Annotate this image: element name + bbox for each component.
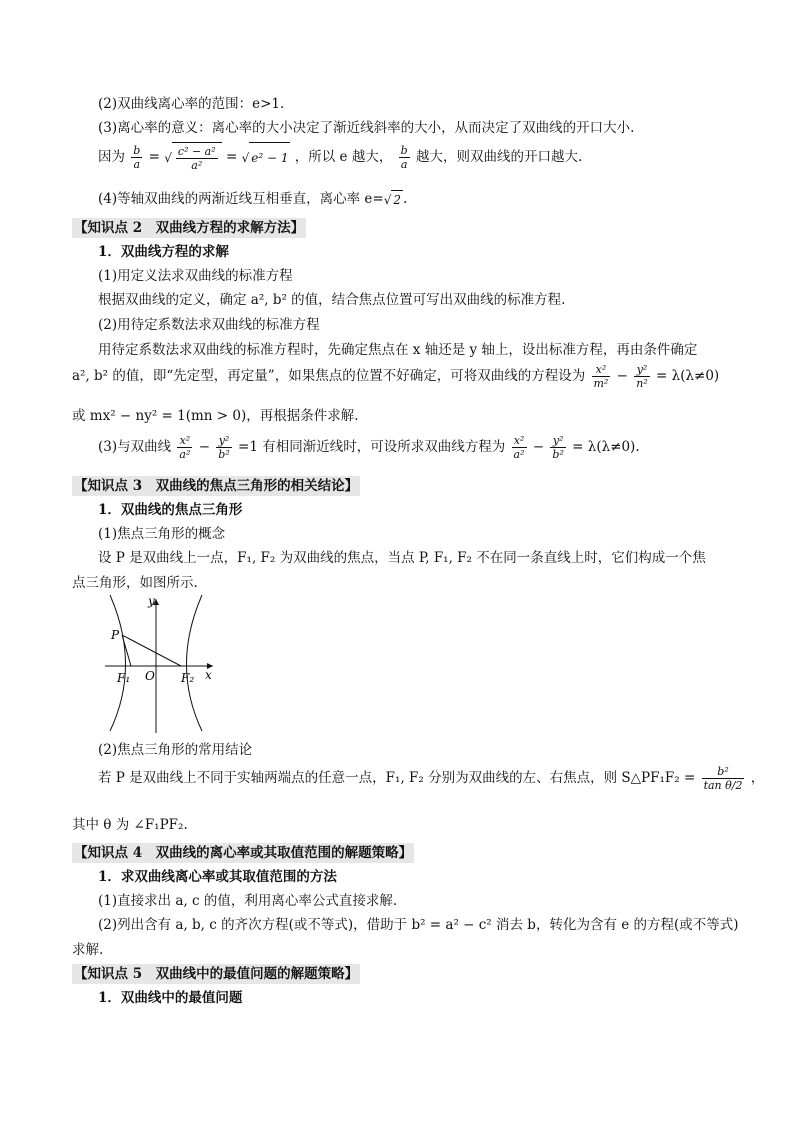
eccentricity-formula-line: 因为 $\frac{b}{a}$ = √ $\frac{\text{c² − a²}}{\text{a²}}$ = √ e² − 1 ，所以 e 越大， $\frac{b}{a}$ 越大，则双曲线的开口越大. [98, 144, 583, 172]
paragraph: 其中 θ 为 ∠F₁PF₂. [72, 817, 188, 833]
paragraph-with-equation: 若 P 是双曲线上不同于实轴两端点的任意一点，F₁, F₂ 分别为双曲线的左、右焦点，则 S△PF₁F₂ = $\frac{\text{b²}}{\text{tan θ/2}}$ ， [98, 765, 765, 792]
paragraph: (1)直接求出 a, c 的值，利用离心率公式直接求解. [98, 893, 398, 909]
section-heading-4: 【知识点 4 双曲线的离心率或其取值范围的解题策略】 [74, 845, 413, 861]
fraction-b-over-a: $\frac{b}{a}$ [133, 144, 141, 171]
paragraph: 用待定系数法求双曲线的标准方程时，先确定焦点在 x 轴还是 y 轴上，设出标准方程，再由条件确定 [98, 342, 698, 358]
paragraph: (1)焦点三角形的概念 [98, 526, 226, 542]
section-heading-5: 【知识点 5 双曲线中的最值问题的解题策略】 [74, 966, 359, 982]
subsection-title: 1．双曲线的焦点三角形 [98, 502, 243, 518]
paragraph: 点三角形，如图所示. [72, 575, 198, 591]
paragraph: (2)焦点三角形的常用结论 [98, 742, 253, 758]
sqrt-expression: √ $\frac{\text{c² − a²}}{\text{a²}}$ [164, 142, 221, 173]
subsection-title: 1．双曲线中的最值问题 [98, 990, 243, 1006]
paragraph: 根据双曲线的定义，确定 a², b² 的值，结合焦点位置可写出双曲线的标准方程. [98, 292, 566, 308]
paragraph: (2)用待定系数法求双曲线的标准方程 [98, 317, 320, 333]
paragraph: (2)列出含有 a, b, c 的齐次方程(或不等式)，借助于 b² = a² − c² 消去 b，转化为含有 e 的方程(或不等式) [98, 917, 739, 933]
axis-label-y: y [148, 594, 155, 608]
eccentricity-range: (2)双曲线离心率的范围：e>1. [98, 96, 285, 112]
paragraph-with-equation: a², b² 的值，即“先定型，再定量”，如果焦点的位置不好确定，可将双曲线的方程设为 $\frac{\text{x²}}{\text{m²}}$ − $\frac{\text{y²}}{\text{n²}}$ = λ(λ≠0) [72, 363, 720, 390]
point-label-p: P [111, 628, 120, 642]
equilateral-hyperbola-line: (4)等轴双曲线的两渐近线互相垂直，离心率 e=√ 2 . [98, 191, 408, 207]
fraction-b-over-a-2: $\frac{b}{a}$ [400, 144, 408, 171]
paragraph: 设 P 是双曲线上一点，F₁, F₂ 为双曲线的焦点，当点 P, F₁, F₂ 不在同一条直线上时，它们构成一个焦 [98, 550, 706, 566]
subsection-title: 1．求双曲线离心率或其取值范围的方法 [98, 869, 337, 885]
focal-triangle-figure [103, 593, 223, 735]
sqrt-two: √ 2 [384, 190, 403, 209]
paragraph: 或 mx² − ny² = 1(mn > 0)，再根据条件求解. [72, 408, 359, 424]
point-label-f2: F₂ [181, 671, 195, 685]
paragraph-with-equation: (3)与双曲线 $\frac{\text{x²}}{\text{a²}}$ − $\frac{\text{y²}}{\text{b²}}$ =1 有相同渐近线时，可设所求双曲线方程为 $\frac{\text{x²}}{\text{a²}}$ − $\frac{\text{y²}}{\text{b²}}$ = λ(λ≠0). [98, 434, 640, 461]
axis-label-x: x [205, 668, 212, 682]
eccentricity-meaning: (3)离心率的意义：离心率的大小决定了渐近线斜率的大小，从而决定了双曲线的开口大小. [98, 120, 635, 136]
subsection-title: 1．双曲线方程的求解 [98, 244, 229, 260]
point-label-o: O [145, 669, 155, 683]
paragraph: (1)用定义法求双曲线的标准方程 [98, 268, 293, 284]
section-heading-2: 【知识点 2 双曲线方程的求解方法】 [74, 220, 305, 236]
point-label-f1: F₁ [117, 671, 131, 685]
sqrt-e-expression: √ e² − 1 [242, 142, 291, 173]
section-heading-3: 【知识点 3 双曲线的焦点三角形的相关结论】 [74, 478, 359, 494]
paragraph: 求解. [72, 942, 104, 958]
